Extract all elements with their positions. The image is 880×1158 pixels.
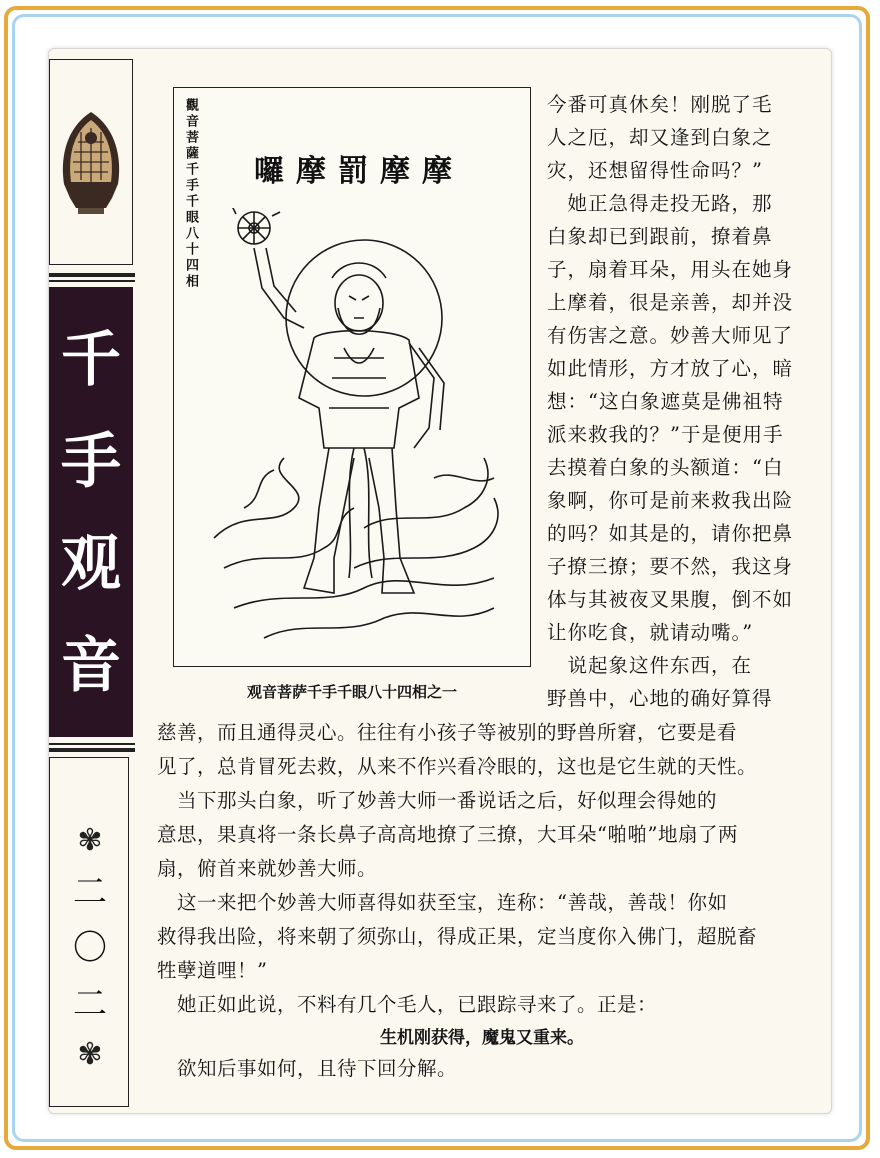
text-line: 意思，果真将一条长鼻子高高地撩了三撩，大耳朵“啪啪”地扇了两 xyxy=(157,823,738,846)
text-line: 见了，总肯冒死去救，从来不作兴看冷眼的，这也是它生就的天性。 xyxy=(157,755,758,778)
flower-ornament-icon: ✾ xyxy=(77,823,103,858)
page-number-char: 二 xyxy=(73,872,107,912)
text-line: 的吗？如其是的，请你把鼻 xyxy=(547,522,794,545)
page-number xyxy=(50,818,130,1078)
spine-emblem-box xyxy=(49,59,133,265)
verse-couplet: 生机刚获得，魔鬼又重来。 xyxy=(380,1028,584,1048)
text-line: 人之厄，却又逢到白象之 xyxy=(547,126,773,149)
text-line: 野兽中，心地的确好算得 xyxy=(547,687,773,710)
spine-rule xyxy=(49,273,135,277)
wrathful-deity-illustration-icon xyxy=(204,208,504,658)
text-line: 这一来把个妙善大师喜得如获至宝，连称：“善哉，善哉！你如 xyxy=(157,891,728,914)
illustration-title: 囉摩罰摩摩 xyxy=(254,154,464,189)
text-line: 牲孽道哩！” xyxy=(157,959,268,982)
text-line: 当下那头白象，听了妙善大师一番说话之后，好似理会得她的 xyxy=(157,789,718,812)
book-spine xyxy=(49,49,137,1113)
text-line: 想：“这白象遮莫是佛祖特 xyxy=(547,390,784,413)
text-line: 她正急得走投无路，那 xyxy=(547,192,773,215)
title-char: 手 xyxy=(61,427,121,497)
spine-rule xyxy=(49,743,135,745)
text-line: 白象却已到跟前，撩着鼻 xyxy=(547,225,773,248)
closing-line: 欲知后事如何，且待下回分解。 xyxy=(157,1057,458,1080)
text-line: 她正如此说，不料有几个毛人，已跟踪寻来了。正是： xyxy=(157,993,658,1016)
text-line: 慈善，而且通得灵心。往往有小孩子等被别的野兽所窘，它要是看 xyxy=(157,721,738,744)
text-line: 象啊，你可是前来救我出险 xyxy=(547,489,794,512)
page-number-char: 二 xyxy=(73,984,107,1024)
text-line: 有伤害之意。妙善大师见了 xyxy=(547,324,794,347)
text-line: 扇，俯首来就妙善大师。 xyxy=(157,857,378,880)
illustration-frame xyxy=(173,87,531,667)
title-char: 音 xyxy=(61,631,121,701)
book-page xyxy=(48,48,832,1114)
title-char: 观 xyxy=(61,529,121,599)
thousand-armed-guanyin-emblem-icon xyxy=(56,108,126,218)
spine-rule xyxy=(49,280,135,282)
book-title-vertical xyxy=(49,309,133,717)
text-line: 如此情形，方才放了心，暗 xyxy=(547,357,794,380)
illustration-series-label: 觀音菩薩千手千眼八十四相 xyxy=(183,98,198,290)
spine-rule xyxy=(49,748,135,752)
text-line: 去摸着白象的头额道：“白 xyxy=(547,456,784,479)
title-char: 千 xyxy=(61,325,121,395)
text-line: 救得我出险，将来朝了须弥山，得成正果，定当度你入佛门，超脱畜 xyxy=(157,925,758,948)
text-line: 今番可真休矣！刚脱了毛 xyxy=(547,93,773,116)
text-line: 说起象这件东西，在 xyxy=(547,654,753,677)
spine-page-number-box xyxy=(49,757,129,1107)
illustration-caption: 观音菩萨千手千眼八十四相之一 xyxy=(246,683,457,701)
text-line: 灾，还想留得性命吗？” xyxy=(547,159,763,182)
page-number-char: 〇 xyxy=(73,928,107,968)
spine-title-panel xyxy=(49,287,133,737)
text-line: 子，扇着耳朵，用头在她身 xyxy=(547,258,794,281)
text-line: 派来救我的？”于是便用手 xyxy=(547,423,784,446)
text-line: 体与其被夜叉果腹，倒不如 xyxy=(547,588,794,611)
text-line: 让你吃食，就请动嘴。” xyxy=(547,621,754,644)
flower-ornament-icon: ✾ xyxy=(77,1037,103,1072)
text-line: 上摩着，很是亲善，却并没 xyxy=(547,291,794,314)
text-line: 子撩三撩；要不然，我这身 xyxy=(547,555,794,578)
